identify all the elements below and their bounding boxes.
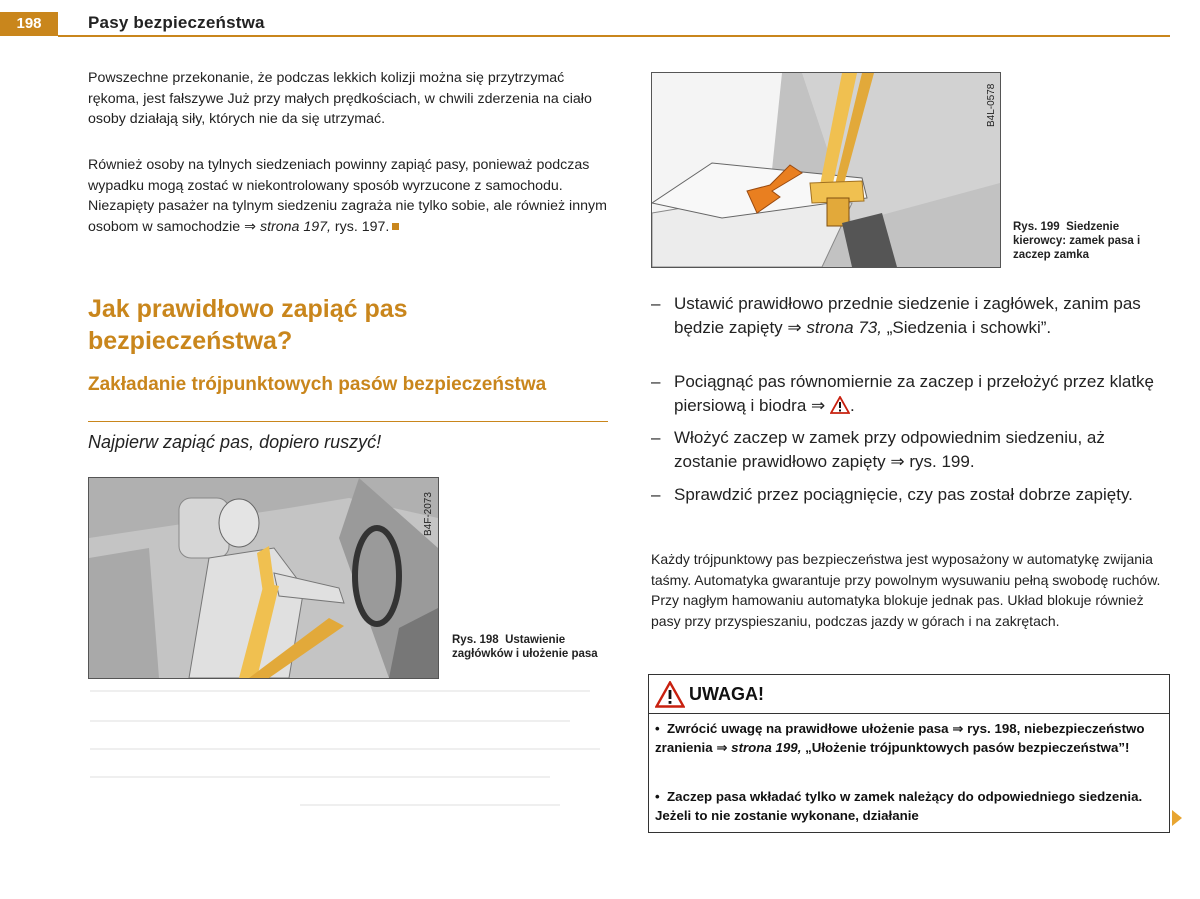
intro-paragraph-1: Powszechne przekonanie, że podczas lekkich kolizji można się przytrzymać rękoma, jest fałszywe Już przy małych prędkościach, w chwili zderzenia na ciało osoby działają siły, których nie da się utrzymać. [88,70,592,127]
step-text: Pociągnąć pas równomiernie za zaczep i przełożyć przez klatkę piersiową i biodra ⇒ [674,372,1155,415]
figure-199-illustration [651,72,1001,268]
step-text: Włożyć zaczep w zamek przy odpowiednim siedzeniu, aż zostanie prawidłowo zapięty ⇒ rys. 199. [674,428,1105,471]
page-reference: strona 197, [256,218,331,235]
tagline: Najpierw zapiąć pas, dopiero ruszyć! [88,432,382,452]
figure-reference: rys. 197. [330,218,390,235]
continue-arrow-icon [1172,810,1182,826]
header-rule [58,35,1170,37]
driver-seatbelt-illustration [89,478,438,678]
cross-ref-arrow: ⇒ [244,218,257,235]
page-number: 198 [0,12,58,36]
figure-label: Rys. 198 [452,634,499,646]
step-item [651,426,1171,474]
sub-heading-rule [88,421,608,422]
warning-text: Zwrócić uwagę na prawidłowe ułożenie pasa ⇒ rys. 198, niebezpieczeństwo zranienia ⇒ [655,721,1145,755]
figure-caption-text: Ustawienie zagłówków i ułożenie pasa [452,634,598,660]
page-reference: strona 199, [731,740,802,755]
sub-heading: Zakładanie trójpunktowych pasów bezpieczeństwa [88,374,547,395]
step-dash: – [651,485,661,504]
step-text: Sprawdzić przez pociągnięcie, czy pas został dobrze zapięty. [674,485,1133,504]
section-heading: Jak prawidłowo zapiąć pas bezpieczeństwa? [88,295,408,355]
figure-199-caption [1013,220,1173,262]
bullet: • [655,789,660,804]
step-dash: – [651,428,661,447]
figure-code: B4L-0578 [986,83,997,127]
page-reference: strona 73, [806,318,882,337]
warning-header [649,675,1169,713]
end-mark-icon [392,223,399,230]
warning-triangle-icon [830,396,850,414]
warning-triangle-icon [655,681,685,708]
step-text-tail: „Siedzenia i schowki”. [881,318,1052,337]
figure-label: Rys. 199 [1013,221,1060,233]
intro-p2-text: Również osoby na tylnych siedzeniach powinny zapiąć pasy, ponieważ podczas wypadku mogą zostać w niekontrolowany sposób wyrzucone z samochodu. Niezapięty pasażer na tylnym siedzeniu zagraża nie tylko sobie, ale również innym osobom w samochodzie [88,157,607,235]
step-dash: – [651,372,661,391]
warning-rule [649,713,1169,714]
step-text-tail: . [849,396,855,415]
step-dash: – [651,294,661,313]
running-title: Pasy bezpieczeństwa [88,13,265,32]
figure-caption-text: Siedzenie kierowcy: zamek pasa i zaczep zamka [1013,221,1141,261]
warning-item [655,719,1160,757]
figure-code: B4F-2073 [423,492,434,536]
info-paragraph: Każdy trójpunktowy pas bezpieczeństwa jest wyposażony w automatykę zwijania taśmy. Automatyka gwarantuje przy powolnym wysuwaniu pełną swobodę ruchów. Przy nagłym hamowaniu automatyka blokuje jednak pas. Układ blokuje również pasy przy przyspieszaniu, podczas jazdy w górach i na zakrętach. [651,551,1161,629]
step-text: Ustawić prawidłowo przednie siedzenie i zagłówek, zanim pas będzie zapięty ⇒ [674,294,1141,337]
warning-title: UWAGA! [689,684,764,704]
buckle-insertion-illustration [652,73,1000,267]
figure-198-illustration [88,477,439,679]
figure-198-caption [452,633,602,661]
step-item [651,370,1171,418]
warning-box [648,674,1170,833]
warning-item [655,787,1160,825]
step-item [651,292,1171,340]
warning-text: Zaczep pasa wkładać tylko w zamek należący do odpowiedniego siedzenia. Jeżeli to nie zostanie wykonane, działanie [655,789,1143,823]
intro-paragraph-2 [88,155,613,237]
bullet: • [655,721,660,736]
warning-text-tail: „Ułożenie trójpunktowych pasów bezpieczeństwa”! [801,740,1130,755]
step-item [651,483,1171,507]
